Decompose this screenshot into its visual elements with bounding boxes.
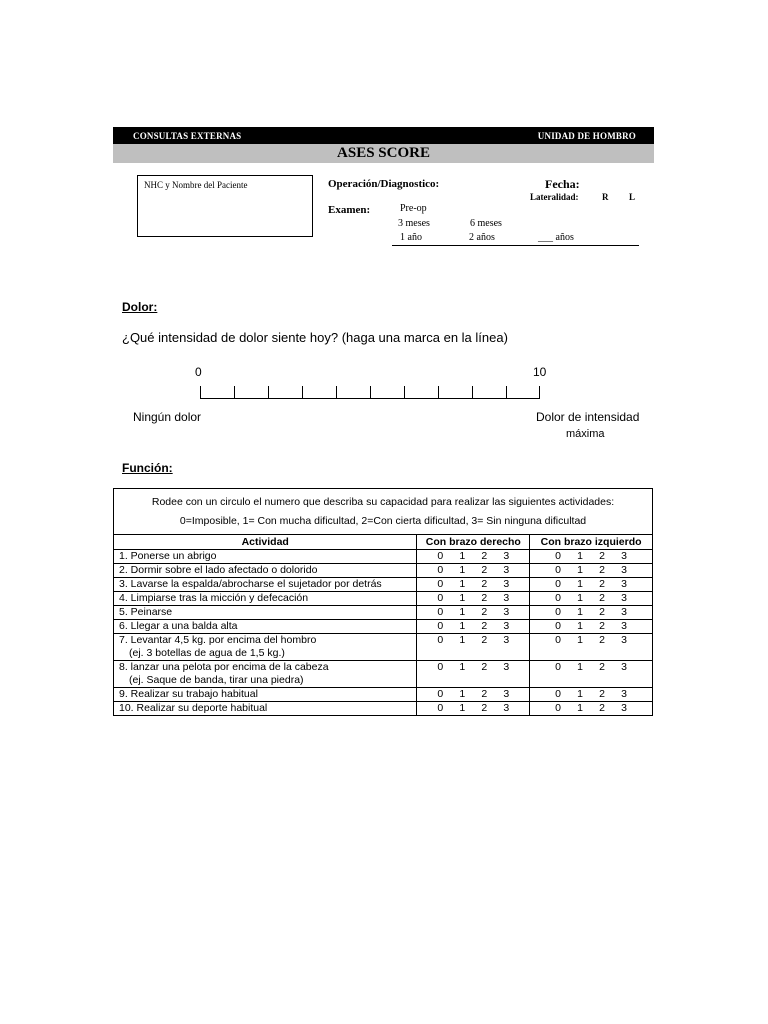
score-left-arm [530,620,653,634]
score-option[interactable]: 0 [437,592,444,604]
score-option[interactable]: 3 [503,592,510,604]
score-right-arm [417,688,530,702]
table-row [114,578,653,592]
score-option[interactable]: 2 [599,634,606,646]
score-option[interactable]: 0 [437,564,444,576]
function-table [113,488,653,716]
score-option[interactable]: 3 [621,620,628,632]
score-option[interactable]: 3 [503,550,510,562]
operation-label: Operación/Diagnostico: [328,178,440,190]
laterality-left[interactable]: L [629,192,636,202]
score-option[interactable]: 0 [437,688,444,700]
score-option[interactable]: 1 [577,592,584,604]
score-option[interactable]: 1 [459,688,466,700]
score-right-arm [417,592,530,606]
table-instructions [114,489,653,535]
activity-label: 2. Dormir sobre el lado afectado o dolorido [119,564,318,576]
score-option[interactable]: 3 [503,620,510,632]
col-left-arm-header: Con brazo izquierdo [530,535,653,550]
activity-cell [114,634,417,661]
activity-cell [114,620,417,634]
score-option[interactable]: 1 [577,578,584,590]
score-option[interactable]: 0 [437,661,444,673]
score-right-arm [417,606,530,620]
score-option[interactable]: 1 [459,634,466,646]
score-option[interactable]: 0 [555,688,562,700]
score-option[interactable]: 0 [555,578,562,590]
score-option[interactable]: 2 [481,550,488,562]
score-left-arm [530,564,653,578]
score-option[interactable]: 2 [599,661,606,673]
score-option[interactable]: 1 [459,564,466,576]
scale-tick [438,386,439,399]
score-option[interactable]: 0 [555,606,562,618]
score-option[interactable]: 0 [555,620,562,632]
score-option[interactable]: 0 [555,661,562,673]
header-bar [113,127,654,144]
score-right-arm [417,702,530,716]
scale-tick [370,386,371,399]
exam-label: Examen: [328,204,371,216]
score-option[interactable]: 2 [481,592,488,604]
instruction-text: Rodee con un circulo el numero que describa su capacidad para realizar las siguientes actividades: [151,496,615,508]
activity-example: (ej. Saque de banda, tirar una piedra) [129,674,304,686]
score-option[interactable]: 0 [555,550,562,562]
score-option[interactable]: 2 [599,550,606,562]
score-right-arm [417,564,530,578]
score-left-arm [530,634,653,661]
score-option[interactable]: 3 [503,661,510,673]
score-option[interactable]: 0 [437,620,444,632]
score-option[interactable]: 2 [481,634,488,646]
scale-tick [404,386,405,399]
score-option[interactable]: 1 [577,634,584,646]
score-option[interactable]: 3 [621,634,628,646]
score-option[interactable]: 1 [577,620,584,632]
activity-label: 3. Lavarse la espalda/abrocharse el sujetador por detrás [119,578,382,590]
score-option[interactable]: 0 [437,634,444,646]
function-section-title: Función: [122,461,173,475]
activity-label: 10. Realizar su deporte habitual [119,702,268,714]
table-row [114,634,653,661]
score-left-arm [530,592,653,606]
score-option[interactable]: 0 [437,578,444,590]
exam-2-years[interactable]: 2 años [469,232,495,243]
score-option[interactable]: 3 [621,702,628,714]
activity-cell [114,550,417,564]
laterality-label: Lateralidad: [530,192,579,202]
score-option[interactable]: 2 [599,592,606,604]
unit-label: UNIDAD DE HOMBRO [537,130,636,141]
table-intro-row [114,489,653,535]
score-option[interactable]: 0 [555,634,562,646]
patient-id-box[interactable] [137,175,313,237]
scale-min-value: 0 [195,365,202,379]
score-option[interactable]: 2 [599,564,606,576]
exam-3-months[interactable]: 3 meses [398,218,430,229]
score-right-arm [417,550,530,564]
score-option[interactable]: 1 [577,702,584,714]
score-option[interactable]: 1 [459,592,466,604]
score-option[interactable]: 1 [459,606,466,618]
score-option[interactable]: 1 [459,702,466,714]
score-left-arm [530,661,653,688]
score-option[interactable]: 2 [481,702,488,714]
activity-example: (ej. 3 botellas de agua de 1,5 kg.) [129,647,285,659]
exam-preop[interactable]: Pre-op [400,203,427,214]
pain-question: ¿Qué intensidad de dolor siente hoy? (haga una marca en la línea) [122,330,508,345]
activity-label: 9. Realizar su trabajo habitual [119,688,258,700]
score-right-arm [417,620,530,634]
activity-label: 1. Ponerse un abrigo [119,550,217,562]
score-option[interactable]: 3 [621,592,628,604]
exam-other-years[interactable]: ___ años [538,232,574,243]
exam-divider [392,245,639,246]
table-row [114,550,653,564]
score-option[interactable]: 1 [459,661,466,673]
table-row [114,606,653,620]
activity-cell [114,702,417,716]
table-row [114,688,653,702]
score-option[interactable]: 0 [437,606,444,618]
score-option[interactable]: 2 [481,661,488,673]
score-option[interactable]: 2 [599,620,606,632]
score-option[interactable]: 2 [599,578,606,590]
department-label: CONSULTAS EXTERNAS [133,130,242,141]
score-option[interactable]: 0 [437,702,444,714]
score-option[interactable]: 3 [503,688,510,700]
scale-tick [506,386,507,399]
score-option[interactable]: 1 [577,550,584,562]
score-option[interactable]: 3 [621,688,628,700]
score-option[interactable]: 0 [437,550,444,562]
score-option[interactable]: 1 [459,550,466,562]
laterality-right[interactable]: R [602,192,609,202]
activity-cell [114,578,417,592]
activity-label: 6. Llegar a una balda alta [119,620,238,632]
scale-tick [200,386,201,399]
score-option[interactable]: 2 [599,606,606,618]
col-activity-header: Actividad [114,535,417,550]
score-right-arm [417,578,530,592]
activity-cell [114,564,417,578]
col-right-arm-header: Con brazo derecho [417,535,530,550]
table-row [114,702,653,716]
score-option[interactable]: 3 [621,564,628,576]
table-row [114,564,653,578]
score-option[interactable]: 2 [481,620,488,632]
score-option[interactable]: 2 [481,688,488,700]
score-option[interactable]: 2 [599,702,606,714]
scale-min-label: Ningún dolor [133,410,202,424]
scale-max-value: 10 [533,365,547,379]
table-header-row [114,535,653,550]
pain-section-title: Dolor: [122,300,158,314]
score-option[interactable]: 3 [503,578,510,590]
score-option[interactable]: 3 [503,702,510,714]
table-row [114,592,653,606]
score-option[interactable]: 2 [599,688,606,700]
activity-label: 4. Limpiarse tras la micción y defecación [119,592,309,604]
activity-label: 8. lanzar una pelota por encima de la cabeza [119,661,329,673]
scale-max-label-line1: Dolor de intensidad [536,410,640,424]
activity-cell [114,661,417,688]
scale-tick [268,386,269,399]
legend-text: 0=Imposible, 1= Con mucha dificultad, 2=Con cierta dificultad, 3= Sin ninguna dificultad [179,515,587,527]
score-option[interactable]: 2 [481,564,488,576]
score-option[interactable]: 1 [459,620,466,632]
score-option[interactable]: 1 [577,661,584,673]
activity-label: 7. Levantar 4,5 kg. por encima del hombro [119,634,317,646]
date-label: Fecha: [545,177,580,191]
activity-cell [114,688,417,702]
table-row [114,661,653,688]
score-right-arm [417,634,530,661]
activity-label: 5. Peinarse [119,606,173,618]
score-option[interactable]: 1 [459,578,466,590]
scale-tick [336,386,337,399]
score-option[interactable]: 3 [621,661,628,673]
score-option[interactable]: 1 [577,606,584,618]
scale-tick [234,386,235,399]
score-left-arm [530,702,653,716]
exam-1-year[interactable]: 1 año [400,232,422,243]
score-right-arm [417,661,530,688]
score-option[interactable]: 0 [555,564,562,576]
exam-6-months[interactable]: 6 meses [470,218,502,229]
patient-box-label: NHC y Nombre del Paciente [144,180,248,190]
score-left-arm [530,550,653,564]
score-option[interactable]: 0 [555,702,562,714]
score-option[interactable]: 2 [481,606,488,618]
score-option[interactable]: 3 [503,634,510,646]
table-row [114,620,653,634]
scale-max-label-line2: máxima [566,428,605,440]
activity-cell [114,592,417,606]
score-option[interactable]: 3 [503,564,510,576]
score-left-arm [530,578,653,592]
score-option[interactable]: 1 [577,564,584,576]
score-option[interactable]: 3 [621,606,628,618]
score-option[interactable]: 3 [621,550,628,562]
score-option[interactable]: 0 [555,592,562,604]
score-option[interactable]: 1 [577,688,584,700]
pain-scale-line[interactable] [200,398,540,399]
scale-tick [472,386,473,399]
score-option[interactable]: 3 [503,606,510,618]
score-left-arm [530,688,653,702]
form-title: ASES SCORE [113,144,654,163]
score-left-arm [530,606,653,620]
activity-cell [114,606,417,620]
scale-tick [539,386,540,399]
score-option[interactable]: 3 [621,578,628,590]
score-option[interactable]: 2 [481,578,488,590]
scale-tick [302,386,303,399]
